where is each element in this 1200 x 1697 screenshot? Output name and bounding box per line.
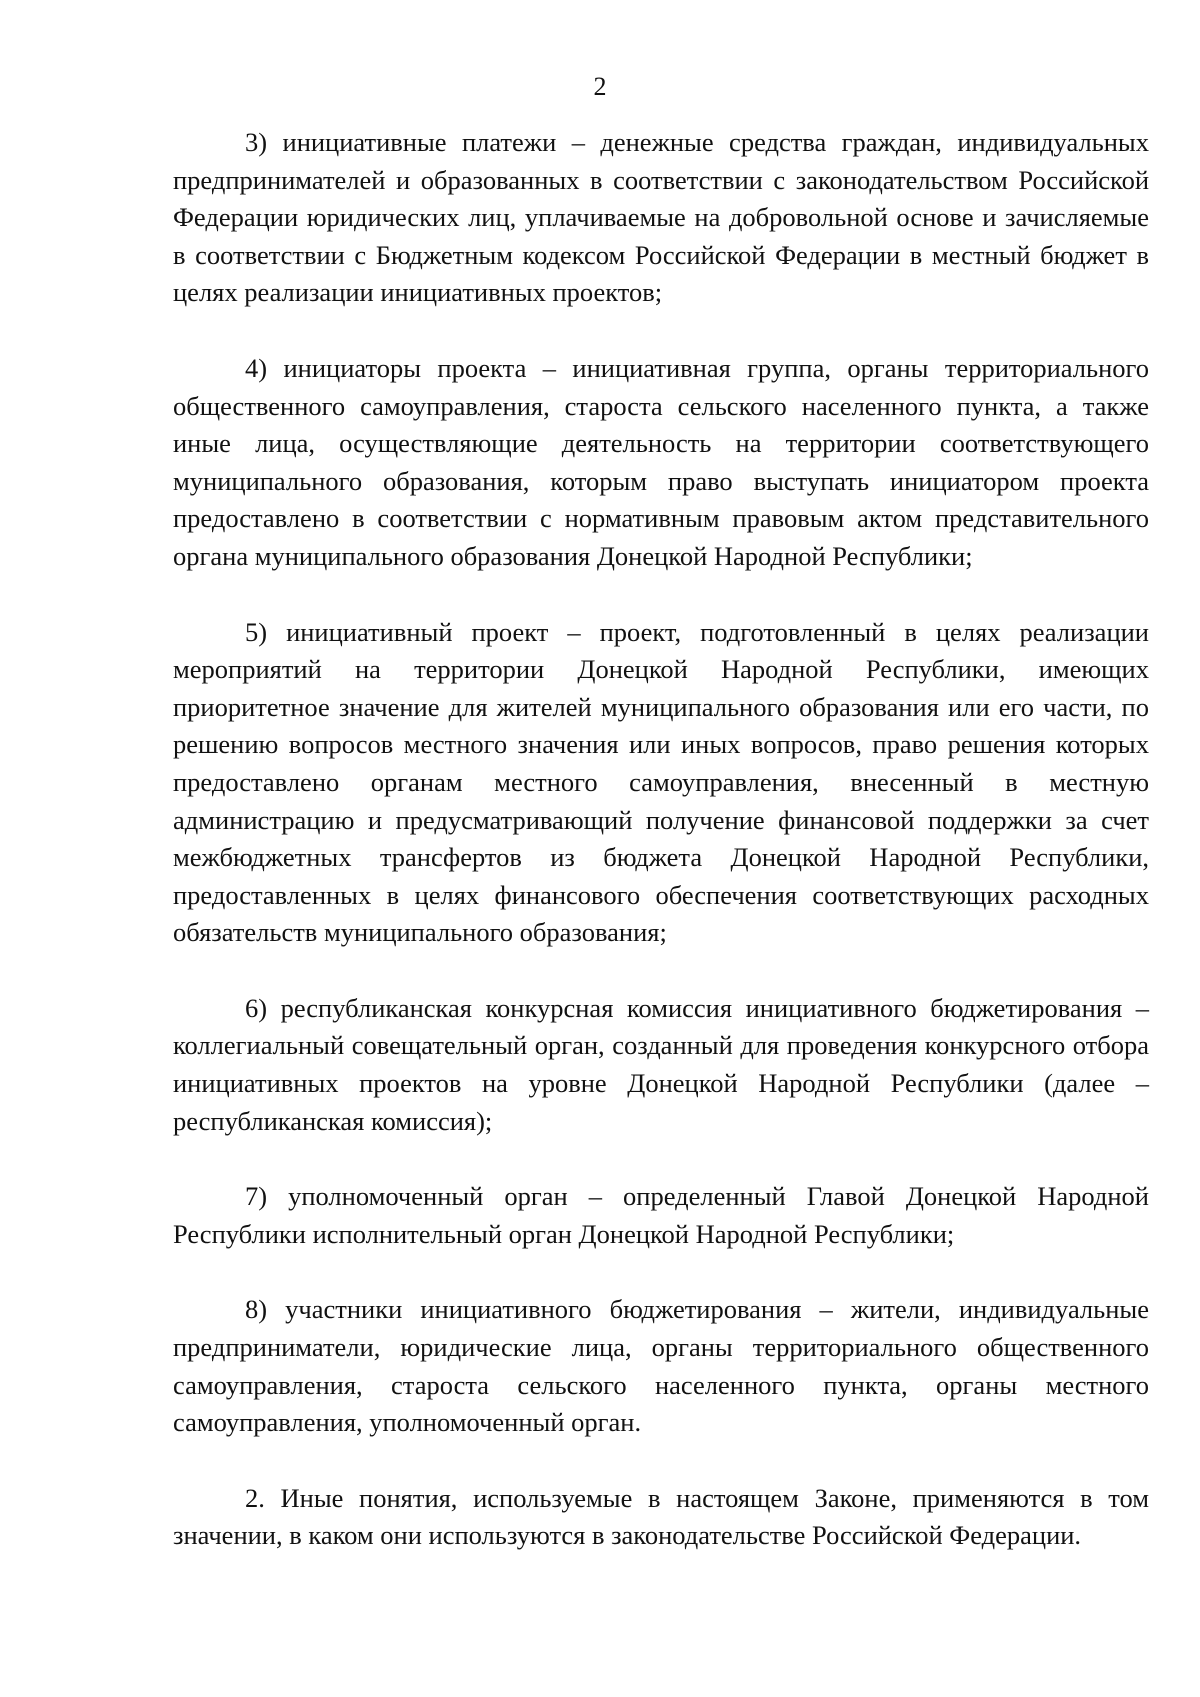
- paragraph-item-7-authorized-body: 7) уполномоченный орган – определенный Главой Донецкой Народной Республики исполнительный орган Донецкой Народной Республики;: [173, 1181, 1149, 1249]
- paragraph-item-5-initiative-project: 5) инициативный проект – проект, подготовленный в целях реализации мероприятий на территории Донецкой Народной Республики, имеющих приоритетное значение для жителей муниципального образования или его части, по решению вопросов местного значения или иных вопросов, право решения которых предоставлено органам местного самоуправления, внесенный в местную администрацию и предусматривающий получение финансовой поддержки за счет межбюджетных трансфертов из бюджета Донецкой Народной Республики, предоставленных в целях финансового обеспечения соответствующих расходных обязательств муниципального образования;: [173, 616, 1149, 948]
- paragraph-item-4-project-initiators: 4) инициаторы проекта – инициативная группа, органы территориального общественного самоуправления, староста сельского населенного пункта, а также иные лица, осуществляющие деятельность на территории соответствующего муниципального образования, которым право выступать инициатором проекта предоставлено в соответствии с нормативным правовым актом представительного органа муниципального образования Донецкой Народной Республики;: [173, 352, 1149, 571]
- page-number: 2: [593, 72, 607, 101]
- paragraph-section-2-other-terms: 2. Иные понятия, используемые в настоящем Законе, применяются в том значении, в каком они используются в законодательстве Российской Федерации.: [173, 1482, 1149, 1551]
- paragraph-item-3-initiative-payments: 3) инициативные платежи – денежные средства граждан, индивидуальных предпринимателей и образованных в соответствии с законодательством Российской Федерации юридических лиц, уплачиваемые на добровольной основе и зачисляемые в соответствии с Бюджетным кодексом Российской Федерации в местный бюджет в целях реализации инициативных проектов;: [173, 127, 1149, 308]
- document-body: [173, 124, 1149, 1593]
- paragraph-item-8-participants: 8) участники инициативного бюджетирования – жители, индивидуальные предприниматели, юридические лица, органы территориального общественного самоуправления, староста сельского населенного пункта, органы местного самоуправления, уполномоченный орган.: [173, 1294, 1149, 1438]
- paragraph-item-6-republican-commission: 6) республиканская конкурсная комиссия инициативного бюджетирования – коллегиальный совещательный орган, созданный для проведения конкурсного отбора инициативных проектов на уровне Донецкой Народной Республики (далее – республиканская комиссия);: [173, 992, 1149, 1136]
